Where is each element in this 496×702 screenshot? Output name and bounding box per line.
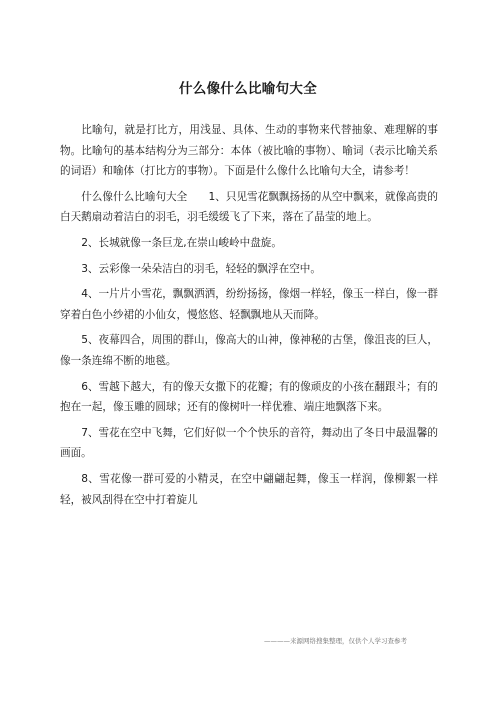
paragraph-item-1: 什么像什么比喻句大全 1、只见雪花飘飘扬扬的从空中飘来，就像高贵的白天鹅扇动着洁白的羽毛，羽毛缓缓飞了下来，落在了晶莹的地上。 [60, 190, 438, 224]
paragraph-intro: 比喻句，就是打比方，用浅显、具体、生动的事物来代替抽象、难理解的事物。比喻句的基本结构分为三部分：本体（被比喻的事物）、喻词（表示比喻关系的词语）和喻体（打比方的事物）。下面是什么像什么比喻句大全，请参考！ [60, 124, 438, 178]
paragraph-item-7: 7、雪花在空中飞舞，它们好似一个个快乐的音符，舞动出了冬日中最温馨的画面。 [60, 426, 438, 460]
document-title: 什么像什么比喻句大全 [179, 81, 317, 97]
source-footer-note: ————来源网络搜集整理，仅供个人学习查参考 [264, 637, 407, 645]
paragraph-item-2: 2、长城就像一条巨龙,在崇山峻岭中盘旋。 [81, 236, 282, 249]
paragraph-item-5: 5、夜幕四合，周围的群山，像高大的山神，像神秘的古堡，像沮丧的巨人，像一条连绵不断的地毯。 [60, 334, 438, 367]
paragraph-item-4: 4、一片片小雪花，飘飘洒洒，纷纷扬扬，像烟一样轻，像玉一样白，像一群穿着白色小纱裙的小仙女，慢悠悠、轻飘飘地从天而降。 [60, 288, 438, 321]
document-body [60, 120, 438, 515]
paragraph-item-6: 6、雪越下越大，有的像天女撒下的花瓣；有的像顽皮的小孩在翻跟斗；有的抱在一起，像玉雕的圆球；还有的像树叶一样优雅、端庄地飘落下来。 [60, 380, 438, 414]
paragraph-item-8: 8、雪花像一群可爱的小精灵，在空中翩翩起舞，像玉一样润，像柳絮一样轻，被风刮得在空中打着旋儿 [60, 472, 438, 506]
paragraph-item-3: 3、云彩像一朵朵洁白的羽毛，轻轻的飘浮在空中。 [81, 262, 321, 275]
